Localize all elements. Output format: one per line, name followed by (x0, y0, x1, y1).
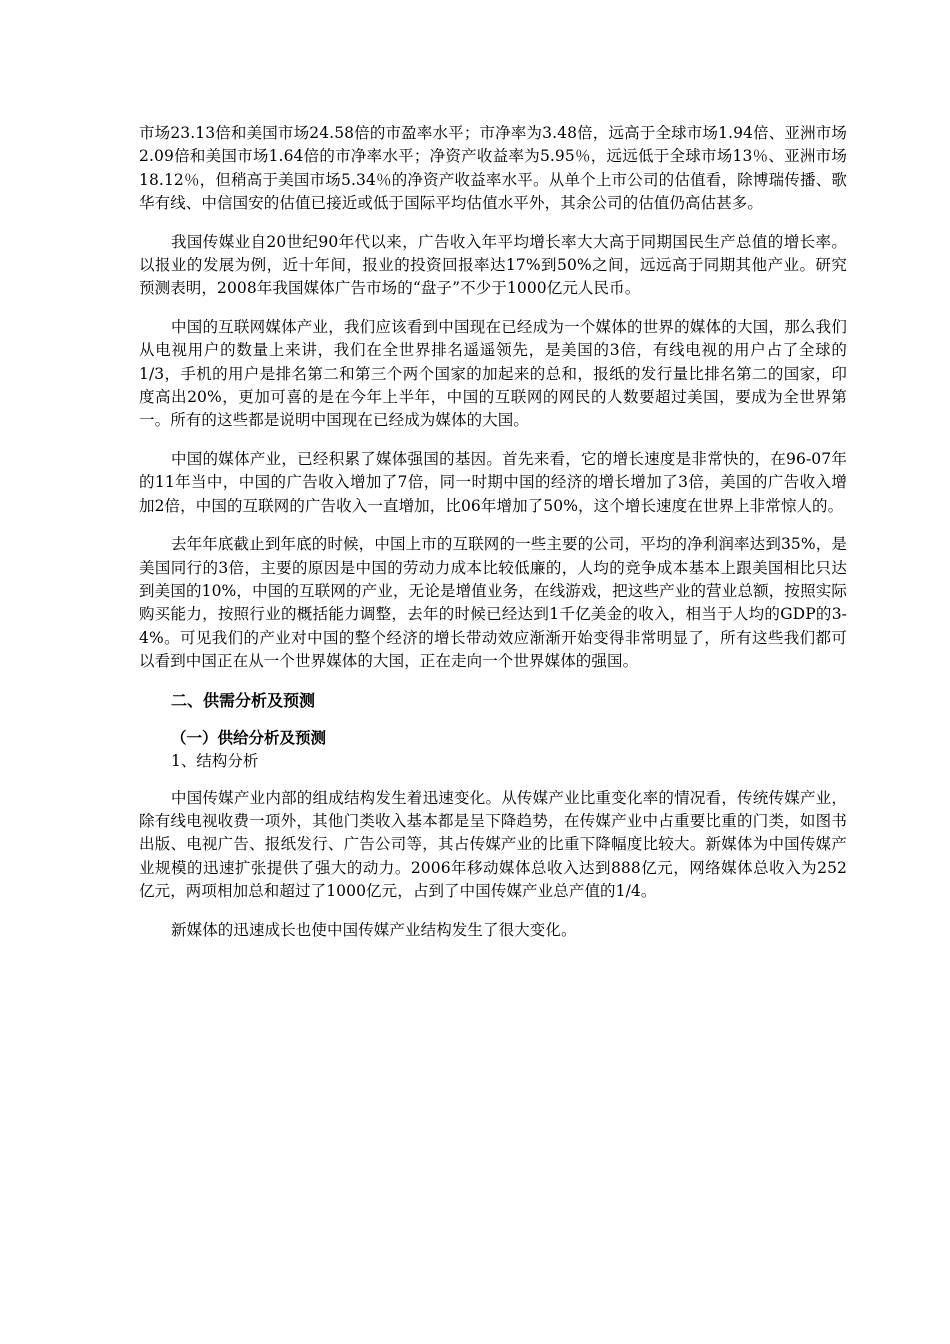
document-page (139, 122, 847, 957)
paragraph-valuation: 市场23.13倍和美国市场24.58倍的市盈率水平；市净率为3.48倍，远高于全球市场1.94倍、亚洲市场2.09倍和美国市场1.64倍的市净率水平；净资产收益率为5.95％，远远低于全球市场13％、亚洲市场18.12％，但稍高于美国市场5.34％的净资产收益率水平。从单个上市公司的估值看，除博瑞传播、歌华有线、中信国安的估值已接近或低于国际平均估值水平外，其余公司的估值仍高估甚多。 (139, 124, 847, 213)
paragraph-media-genes: 中国的媒体产业，已经积累了媒体强国的基因。首先来看，它的增长速度是非常快的，在96-07年的11年当中，中国的广告收入增加了7倍，同一时期中国的经济的增长增加了3倍，美国的广告收入增加2倍，中国的互联网的广告收入一直增加，比06年增加了50%，这个增长速度在世界上非常惊人的。 (139, 449, 847, 515)
paragraph-profit-rate: 去年年底截止到年底的时候，中国上市的互联网的一些主要的公司，平均的净利润率达到35%，是美国同行的3倍，主要的原因是中国的劳动力成本比较低廉的，人均的竞争成本基本上跟美国相比只达到美国的10%，中国的互联网的产业，无论是增值业务，在线游戏，把这些产业的营业总额，按照实际购买能力，按照行业的概括能力调整，去年的时候已经达到1千亿美金的收入，相当于人均的GDP的3-4%。可见我们的产业对中国的整个经济的增长带动效应渐渐开始变得非常明显了，所有这些我们都可以看到中国正在从一个世界媒体的大国，正在走向一个世界媒体的强国。 (139, 535, 847, 671)
section-heading: 二、供需分析及预测 (171, 690, 316, 710)
paragraph-internet-media: 中国的互联网媒体产业，我们应该看到中国现在已经成为一个媒体的世界的媒体的大国，那么我们从电视用户的数量上来讲，我们在全世界排名遥遥领先，是美国的3倍，有线电视的用户占了全球的1/3，手机的用户是排名第二和第三个两个国家的加起来的总和，报纸的发行量比排名第二的国家，印度高出20%，更加可喜的是在今年上半年，中国的互联网的网民的人数要超过美国，要成为全世界第一。所有的这些都是说明中国现在已经成为媒体的大国。 (139, 317, 847, 430)
paragraph-structure: 中国传媒产业内部的组成结构发生着迅速变化。从传媒产业比重变化率的情况看，传统传媒产业，除有线电视收费一项外，其他门类收入基本都是呈下降趋势，在传媒产业中占重要比重的门类，如图书出版、电视广告、报纸发行、广告公司等，其占传媒产业的比重下降幅度比较大。新媒体为中国传媒产业规模的迅速扩张提供了强大的动力。2006年移动媒体总收入达到888亿元，网络媒体总收入为252亿元，两项相加总和超过了1000亿元，占到了中国传媒产业总产值的1/4。 (139, 788, 847, 901)
subsection-heading: （一）供给分析及预测 (171, 727, 327, 747)
item-heading: 1、结构分析 (171, 751, 259, 770)
paragraph-new-media: 新媒体的迅速成长也使中国传媒产业结构发生了很大变化。 (171, 920, 577, 939)
paragraph-ad-growth: 我国传媒业自20世纪90年代以来，广告收入年平均增长率大大高于同期国民生产总值的增长率。以报业的发展为例，近十年间，报业的投资回报率达17%到50%之间，远远高于同期其他产业。研究预测表明，2008年我国媒体广告市场的“盘子”不少于1000亿元人民币。 (139, 232, 847, 298)
